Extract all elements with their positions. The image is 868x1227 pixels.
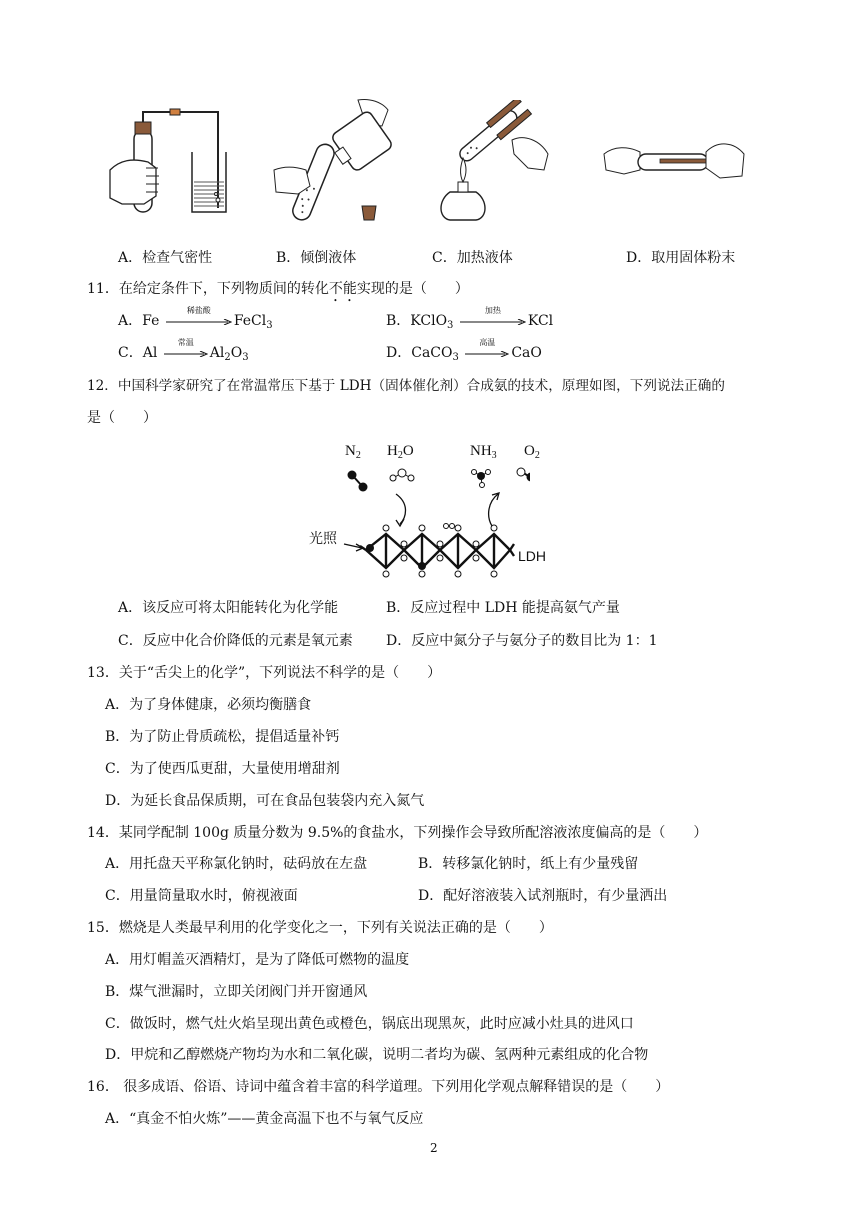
q13-option-d: D．为延长食品保质期，可在食品包装袋内充入氮气 (105, 793, 425, 809)
q14-stem: 14．某同学配制 100g 质量分数为 9.5%的食盐水，下列操作会导致所配溶液浓度偏高的是（ ） (87, 825, 708, 841)
q11-option-b (386, 306, 554, 331)
q14-option-b: B．转移氯化钠时，纸上有少量残留 (418, 856, 639, 872)
q13-option-a: A．为了身体健康，必须均衡膳食 (105, 697, 312, 713)
label-ldh: LDH (518, 548, 547, 564)
label-h2o (387, 444, 414, 461)
option-letter: D． (386, 345, 412, 361)
q13-option-b: B．为了防止骨质疏松，提倡适量补钙 (105, 729, 340, 745)
reactant: CaCO (411, 345, 453, 361)
subscript: 2 (397, 450, 403, 461)
h2o-molecule-icon (390, 469, 414, 481)
q14-option-d: D．配好溶液装入试剂瓶时，有少量洒出 (418, 888, 668, 904)
reactant: Al (142, 345, 158, 361)
q11-emphasis: 不能 (328, 281, 357, 297)
subscript: 3 (447, 320, 454, 331)
label-text: H (387, 443, 398, 459)
option-letter: A． (118, 250, 143, 266)
subscript: 2 (224, 352, 231, 363)
q11-stem-part: 实现的是（ ） (356, 281, 469, 297)
reaction-arrow (460, 306, 526, 326)
option-letter: C． (118, 345, 143, 361)
q12-option-b: B．反应过程中 LDH 能提高氨气产量 (386, 600, 620, 616)
product: Al (209, 345, 225, 361)
label-text: O (402, 443, 414, 459)
q12-option-d: D．反应中氮分子与氨分子的数目比为 1：1 (386, 633, 658, 649)
subscript: 3 (452, 352, 459, 363)
option-letter: C． (432, 250, 457, 266)
q11-stem-part: 11．在给定条件下，下列物质间的转化 (87, 281, 329, 297)
figure-pour-liquid (270, 96, 400, 226)
label-o2 (524, 444, 540, 461)
label-nh3 (470, 444, 497, 461)
option-letter: B． (386, 313, 411, 329)
subscript: 3 (242, 352, 249, 363)
q15-option-b: B．煤气泄漏时，立即关闭阀门并开窗通风 (105, 984, 368, 1000)
option-text: 检查气密性 (142, 250, 213, 266)
q11-option-a (118, 306, 273, 331)
product: KCl (527, 313, 554, 329)
option-text: 倾倒液体 (300, 250, 357, 266)
reaction-condition: 加热 (484, 306, 501, 315)
o2-molecule-icon-2 (517, 468, 530, 482)
q14-option-c: C．用量筒量取水时，俯视液面 (105, 888, 298, 904)
option-letter: B． (276, 250, 301, 266)
q12-option-a: A．该反应可将太阳能转化为化学能 (118, 600, 339, 616)
subscript: 3 (491, 450, 497, 461)
q11-option-c (118, 338, 249, 363)
q13-stem: 13．关于“舌尖上的化学”，下列说法不科学的是（ ） (87, 665, 442, 681)
q15-option-a: A．用灯帽盖灭酒精灯，是为了降低可燃物的温度 (105, 952, 410, 968)
label-n2 (345, 444, 361, 461)
reaction-arrow (465, 338, 509, 358)
product: FeCl (233, 313, 267, 329)
q10-option-a (118, 251, 212, 265)
reaction-arrow (166, 306, 232, 326)
reactant: KClO (410, 313, 448, 329)
q12-stem-line2: 是（ ） (87, 410, 157, 426)
subscript: 3 (266, 320, 273, 331)
q10-option-c (432, 251, 513, 265)
product: CaO (511, 345, 542, 361)
product-part: O (230, 345, 243, 361)
reaction-condition: 常温 (177, 338, 194, 347)
q14-option-a: A．用托盘天平称氯化钠时，砝码放在左盘 (105, 856, 368, 872)
ldh-reaction-diagram (300, 460, 530, 585)
q15-option-d: D．甲烷和乙醇燃烧产物均为水和二氧化碳，说明二者均为碳、氢两种元素组成的化合物 (105, 1047, 649, 1063)
q16-stem: 16． 很多成语、俗语、诗词中蕴含着丰富的科学道理。下列用化学观点解释错误的是（ ） (87, 1079, 670, 1095)
q16-option-a: A．“真金不怕火炼”——黄金高温下也不与氧气反应 (105, 1111, 424, 1127)
nh3-molecule-icon (472, 470, 491, 488)
subscript: 2 (355, 450, 361, 461)
q12-stem-line1: 12．中国科学家研究了在常温常压下基于 LDH（固体催化剂）合成氨的技术，原理如图，下列说法正确的 (87, 378, 725, 394)
q15-stem: 15．燃烧是人类最早利用的化学变化之一，下列有关说法正确的是（ ） (87, 920, 553, 936)
reaction-arrow (164, 338, 208, 358)
q10-option-b (276, 251, 356, 265)
q13-option-c: C．为了使西瓜更甜，大量使用增甜剂 (105, 761, 340, 777)
figure-take-powder (600, 134, 750, 194)
option-letter: A． (118, 313, 143, 329)
option-text: 取用固体粉末 (651, 250, 736, 266)
q11-option-d (386, 338, 542, 363)
label-light: 光照 (309, 531, 337, 547)
option-letter: D． (626, 250, 652, 266)
figure-check-airtightness (108, 108, 228, 220)
q12-option-c: C．反应中化合价降低的元素是氧元素 (118, 633, 353, 649)
label-text: O (524, 443, 535, 459)
reaction-condition: 稀盐酸 (186, 306, 211, 315)
figure-heat-liquid (428, 100, 558, 222)
q11-stem (87, 281, 469, 305)
q10-option-d (626, 251, 735, 265)
label-text: NH (470, 443, 492, 459)
reaction-condition: 高温 (479, 338, 496, 347)
reactant: Fe (142, 313, 160, 329)
page-number: 2 (430, 1141, 438, 1155)
subscript: 2 (534, 450, 540, 461)
n2-molecule-icon (348, 471, 368, 492)
q15-option-c: C．做饭时，燃气灶火焰呈现出黄色或橙色，锅底出现黑灰，此时应减小灶具的进风口 (105, 1016, 634, 1032)
label-text: N (345, 443, 356, 459)
option-text: 加热液体 (456, 250, 513, 266)
